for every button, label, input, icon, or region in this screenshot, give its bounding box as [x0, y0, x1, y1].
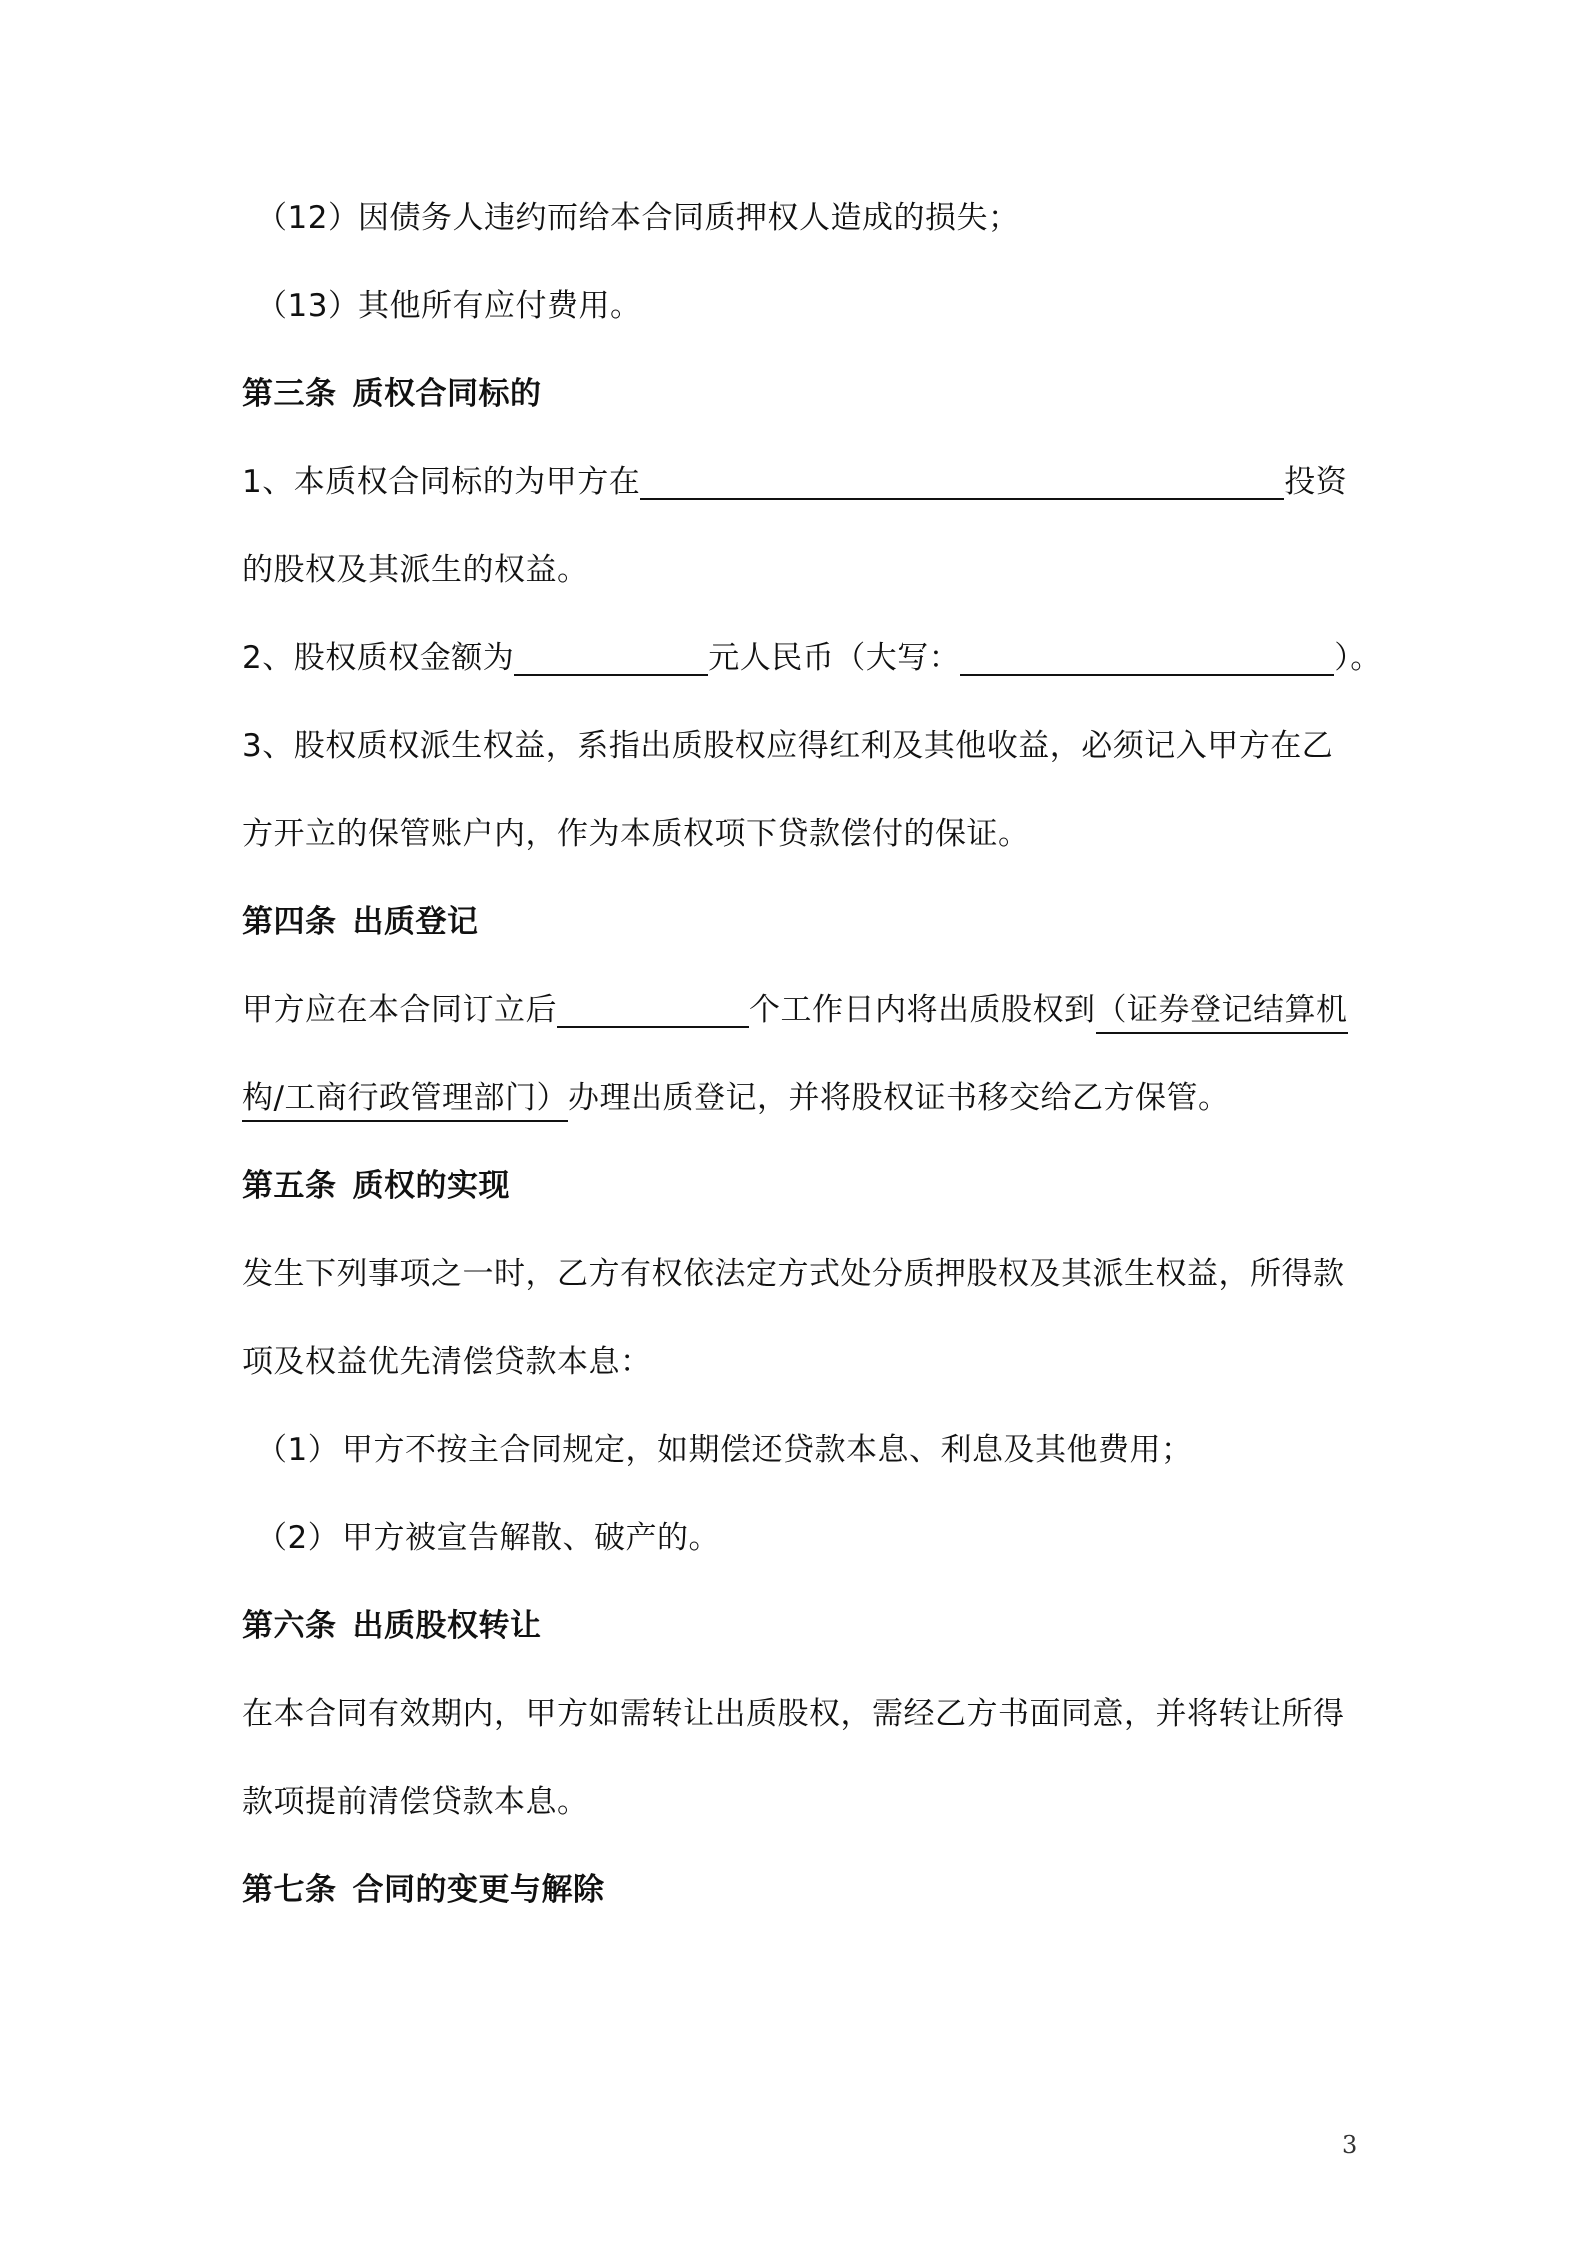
- clause-text: 款项提前清偿贷款本息。: [242, 1784, 589, 1820]
- article-title: 出质登记: [352, 904, 479, 940]
- list-item: [242, 1428, 1193, 1472]
- clause-text: 的股权及其派生的权益。: [242, 552, 589, 588]
- item-number: （12）: [256, 200, 360, 236]
- page-number: 3: [1342, 2131, 1358, 2159]
- article-6-heading: [242, 1604, 542, 1648]
- underlined-text: 构/工商行政管理部门）: [242, 1080, 568, 1122]
- clause-text: 2、股权质权金额为: [242, 640, 515, 676]
- clause-3-2: [242, 636, 1382, 680]
- article-number: 第四条: [242, 904, 337, 940]
- fill-in-blank[interactable]: [640, 460, 1284, 500]
- days-blank[interactable]: [557, 988, 749, 1028]
- article-4-heading: [242, 900, 479, 944]
- article-number: 第五条: [242, 1168, 337, 1204]
- clause-text: 项及权益优先清偿贷款本息：: [242, 1344, 652, 1380]
- article-5-intro: [242, 1252, 1345, 1296]
- clause-3-3: [242, 724, 1333, 768]
- clause-text: ）。: [1334, 640, 1382, 676]
- clause-3-1: [242, 460, 1347, 504]
- article-number: 第三条: [242, 376, 337, 412]
- item-number: （1）: [256, 1432, 340, 1468]
- clause-text: 3、股权质权派生权益，系指出质股权应得红利及其他收益，必须记入甲方在乙: [242, 728, 1334, 764]
- clause-text: 元人民币（大写：: [708, 640, 961, 676]
- clause-3-3-cont: [242, 812, 1030, 856]
- list-item: [242, 1516, 720, 1560]
- article-title: 质权合同标的: [352, 376, 542, 412]
- article-title: 合同的变更与解除: [352, 1872, 605, 1908]
- item-text: 甲方被宣告解散、破产的。: [342, 1520, 720, 1556]
- item-number: （2）: [256, 1520, 340, 1556]
- article-5-heading: [242, 1164, 510, 1208]
- item-text: 因债务人违约而给本合同质押权人造成的损失；: [358, 200, 1020, 236]
- clause-text: 个工作日内将出质股权到: [749, 992, 1096, 1028]
- article-6-line-1: [242, 1692, 1345, 1736]
- article-6-line-2: [242, 1780, 589, 1824]
- article-title: 质权的实现: [352, 1168, 510, 1204]
- clause-text: 甲方应在本合同订立后: [242, 992, 557, 1028]
- underlined-text: （证券登记结算机: [1096, 992, 1348, 1034]
- article-3-heading: [242, 372, 542, 416]
- item-text: 其他所有应付费用。: [358, 288, 642, 324]
- clause-text: 在本合同有效期内，甲方如需转让出质股权，需经乙方书面同意，并将转让所得: [242, 1696, 1345, 1732]
- clause-text: 投资: [1284, 464, 1348, 500]
- article-4-line-1: [242, 988, 1348, 1032]
- article-number: 第七条: [242, 1872, 337, 1908]
- item-text: 甲方不按主合同规定，如期偿还贷款本息、利息及其他费用；: [342, 1432, 1193, 1468]
- amount-words-blank[interactable]: [960, 636, 1334, 676]
- item-number: （13）: [256, 288, 360, 324]
- list-item: [242, 284, 642, 328]
- clause-text: 发生下列事项之一时，乙方有权依法定方式处分质押股权及其派生权益，所得款: [242, 1256, 1345, 1292]
- clause-3-1-cont: [242, 548, 589, 592]
- clause-text: 方开立的保管账户内，作为本质权项下贷款偿付的保证。: [242, 816, 1030, 852]
- clause-text: 1、本质权合同标的为甲方在: [242, 464, 641, 500]
- clause-text: 办理出质登记，并将股权证书移交给乙方保管。: [567, 1080, 1230, 1116]
- amount-blank[interactable]: [514, 636, 708, 676]
- article-4-line-2: [242, 1076, 1229, 1120]
- article-title: 出质股权转让: [352, 1608, 542, 1644]
- list-item: [242, 196, 1020, 240]
- article-5-intro-cont: [242, 1340, 652, 1384]
- article-number: 第六条: [242, 1608, 337, 1644]
- article-7-heading: [242, 1868, 605, 1912]
